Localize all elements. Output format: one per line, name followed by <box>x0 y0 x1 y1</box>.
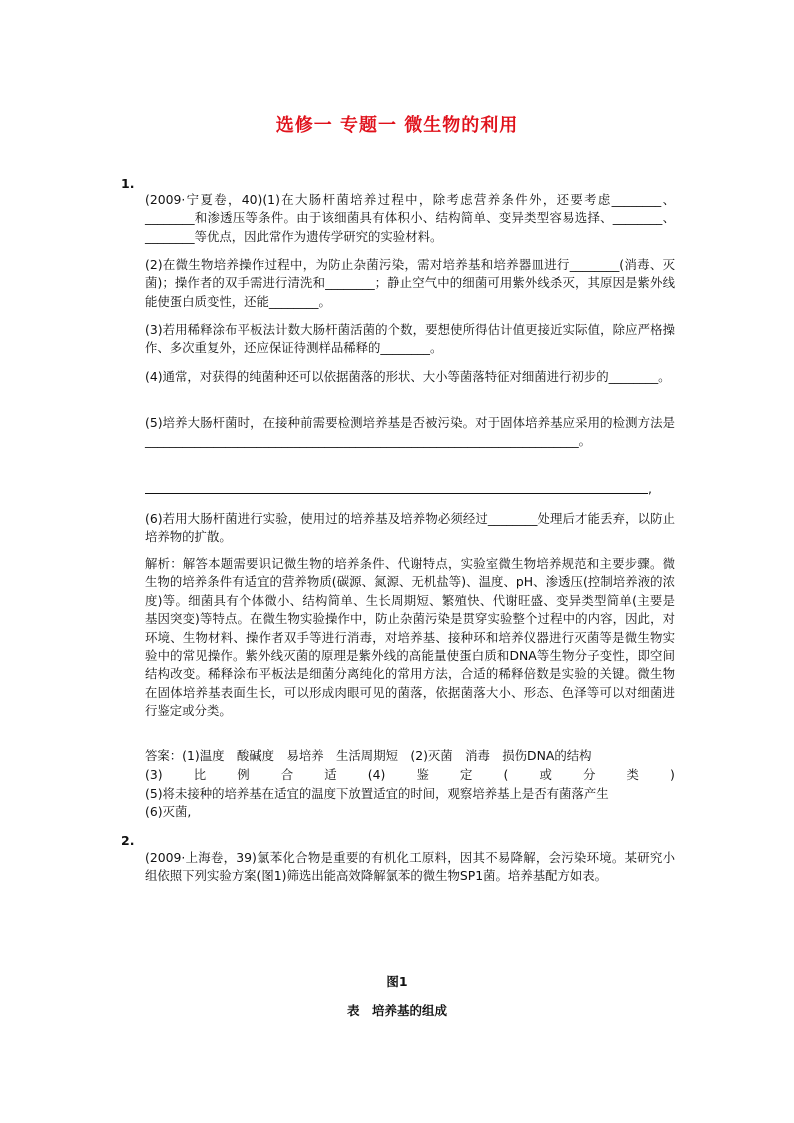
answer-token: 类 <box>626 767 639 782</box>
q1-paragraph-2: (2)在微生物培养操作过程中，为防止杂菌污染，需对培养基和培养器皿进行________(消毒、灭菌)；操作者的双手需进行清洗和________；静止空气中的细菌可用紫外线杀灭，其原因是紫外线能使蛋白质变性，还能________。 <box>145 257 675 309</box>
answer-token: 定 <box>459 767 473 782</box>
answer-blank-line <box>145 493 648 494</box>
page-title: 选修一 专题一 微生物的利用 <box>275 115 519 136</box>
q2-paragraph-1: (2009·上海卷，39)氯苯化合物是重要的有机化工原料，因其不易降解，会污染环境。某研究小组依照下列实验方案(图1)筛选出能高效降解氯苯的微生物SP1菌。培养基配方如表。 <box>145 850 675 884</box>
q1-paragraph-4: (4)通常，对获得的纯菌种还可以依据菌落的形状、大小等菌落特征对细菌进行初步的________。 <box>145 369 671 384</box>
answer-line-3 <box>145 785 675 803</box>
answer-line-4 <box>145 803 675 821</box>
q1-paragraph-6: (6)若用大肠杆菌进行实验，使用过的培养基及培养物必须经过________处理后才能丢弃，以防止培养物的扩散。 <box>145 511 675 545</box>
answer-line-1 <box>145 747 675 765</box>
answer-token: 合 <box>280 767 294 782</box>
line-end-punctuation: , <box>648 481 652 496</box>
table-caption: 表 培养基的组成 <box>346 1003 447 1018</box>
answer-token: 分 <box>582 767 596 782</box>
question-2-number: 2. <box>121 833 135 848</box>
answer-token: 适 <box>324 767 337 782</box>
q1-paragraph-3: (3)若用稀释涂布平板法计数大肠杆菌活菌的个数，要想使所得估计值更接近实际值，除应严格操作、多次重复外，还应保证待测样品稀释的________。 <box>145 322 675 356</box>
figure-caption: 图1 <box>386 974 408 989</box>
q1-paragraph-5: (5)培养大肠杆菌时，在接种前需要检测培养基是否被污染。对于固体培养基应采用的检测方法是______________________________________________________________________。 <box>145 415 675 449</box>
answer-line-1-text: 答案：(1)温度 酸碱度 易培养 生活周期短 (2)灭菌 消毒 损伤DNA的结构 <box>145 748 592 763</box>
q1-paragraph-1: (2009·宁夏卷，40)(1)在大肠杆菌培养过程中，除考虑营养条件外，还要考虑________、________和渗透压等条件。由于该细菌具有体积小、结构简单、变异类型容易选择、________、________等优点，因此常作为遗传学研究的实验材料。 <box>145 192 675 244</box>
answer-token: (4) <box>367 767 386 782</box>
q1-analysis: 解析：解答本题需要识记微生物的培养条件、代谢特点，实验室微生物培养规范和主要步骤。微生物的培养条件有适宜的营养物质(碳源、氮源、无机盐等)、温度、pH、渗透压(控制培养液的浓度)等。细菌具有个体微小、结构简单、生长周期短、繁殖快、代谢旺盛、变异类型简单(主要是基因突变)等特点。在微生物实验操作中，防止杂菌污染是贯穿实验整个过程中的内容，因此，对环境、生物材料、操作者双手等进行消毒，对培养基、接种环和培养仪器进行灭菌等是微生物实验中的常见操作。紫外线灭菌的原理是紫外线的高能量使蛋白质和DNA等生物分子变性，即空间结构改变。稀释涂布平板法是细菌分离纯化的常用方法，合适的稀释倍数是实验的关键。微生物在固体培养基表面生长，可以形成肉眼可见的菌落，依据菌落大小、形态、色泽等可以对细菌进行鉴定或分类。 <box>145 556 675 719</box>
answer-token: 例 <box>237 767 250 782</box>
question-1-number: 1. <box>121 176 135 191</box>
answer-token: (3) <box>145 767 163 782</box>
answer-line-2 <box>145 766 675 784</box>
answer-token: 或 <box>539 767 552 782</box>
answer-token: ( <box>503 767 509 782</box>
answer-token: 鉴 <box>416 767 429 782</box>
answer-line-4-text: (6)灭菌, <box>145 804 192 819</box>
answer-token: ) <box>669 767 675 782</box>
answer-token: 比 <box>193 767 207 782</box>
answer-line-3-text: (5)将未接种的培养基在适宜的温度下放置适宜的时间，观察培养基上是否有菌落产生 <box>145 786 609 801</box>
